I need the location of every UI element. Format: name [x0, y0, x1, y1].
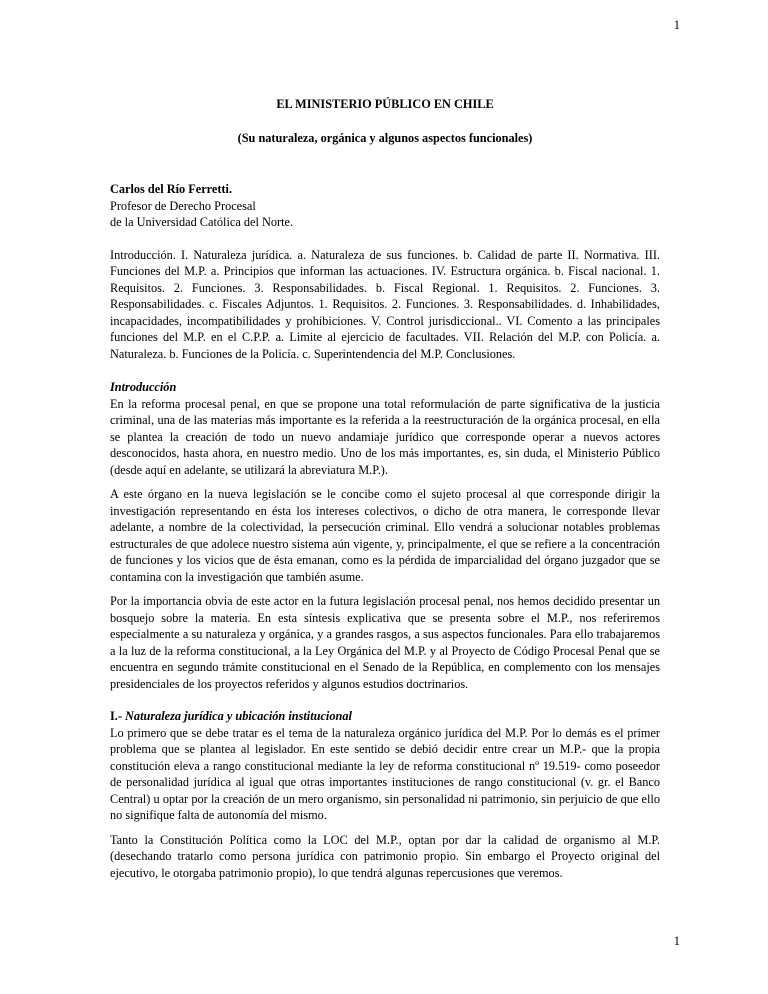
section-1-number: I.-	[110, 709, 122, 723]
document-title: EL MINISTERIO PÚBLICO EN CHILE	[276, 97, 494, 111]
document-subtitle: (Su naturaleza, orgánica y algunos aspectos funcionales)	[237, 130, 533, 145]
section-1-title: Naturaleza jurídica y ubicación institucional	[125, 709, 352, 723]
section-1-paragraph-1: Lo primero que se debe tratar es el tema de la naturaleza orgánico jurídica del M.P. Por lo demás es el primer problema que se plantea al legislador. En este sentido se debió decidir entre crear un M.P.- que la propia constitución eleva a rango constitucional mediante la ley de reforma constitucional nº 19.519- como poseedor de personalidad jurídica al igual que otras importantes instituciones de rango constitucional (v. gr. el Banco Central) u optar por la creación de un mero organismo, sin personalidad ni patrimonio, sin perjuicio de que ello no signifique falta de autonomía del mismo.	[110, 725, 660, 822]
section-1-paragraph-2: Tanto la Constitución Política como la LOC del M.P., optan por dar la calidad de organismo al M.P. (desechando tratarlo como persona jurídica con patrimonio propio. Sin embargo el Proyecto original del ejecutivo, le otorgaba patrimonio propio), lo que tendrá algunas repercusiones que veremos.	[110, 832, 660, 880]
intro-paragraph-2: A este órgano en la nueva legislación se le concibe como el sujeto procesal al que corresponde dirigir la investigación representando en ésta los intereses colectivos, o dicho de otra manera, le corresponde llevar adelante, a nombre de la colectividad, la persecución criminal. Ello vendrá a solucionar notables problemas estructurales de que adolece nuestro sistema aún vigente, y, principalmente, el que se refiere a la concentración de funciones y los vicios que de ésta emanan, como es la pérdida de imparcialidad del órgano juzgador que se contamina con la investigación que también asume.	[110, 487, 660, 584]
introduction-heading: Introducción	[110, 380, 177, 394]
intro-paragraph-3: Por la importancia obvia de este actor en la futura legislación procesal penal, nos hemos decidido presentar un bosquejo sobre la materia. En esta síntesis explicativa que se presenta sobre el M.P., nos referiremos especialmente a su naturaleza y orgánica, y a grandes rasgos, a sus aspectos funcionales. Para ello trabajaremos a la luz de la reforma constitucional, a la Ley Orgánica del M.P. y al Proyecto de Código Procesal Penal que se encuentra en segundo trámite constitucional en el Senado de la República, en complemento con los mensajes presidenciales de los proyectos referidos y algunos estudios doctrinarios.	[110, 594, 660, 691]
page-number-top: 1	[673, 18, 680, 32]
author-affiliation-line-2: de la Universidad Católica del Norte.	[110, 215, 294, 229]
table-of-contents: Introducción. I. Naturaleza jurídica. a. Naturaleza de sus funciones. b. Calidad de parte II. Normativa. III. Funciones del M.P. a. Principios que informan las actuaciones. IV. Estructura orgánica. b. Fiscal nacional. 1. Requisitos. 2. Funciones. 3. Responsabilidades. b. Fiscal Regional. 1. Requisitos. 2. Funciones. 3. Responsabilidades. c. Fiscales Adjuntos. 1. Requisitos. 2. Funciones. 3. Responsabilidades. d. Inhabilidades, incapacidades, incompatibilidades y prohibiciones. V. Control jurisdiccional.. VI. Comento a las principales funciones del M.P. en el C.P.P. a. Limite al ejercicio de facultades. VII. Relación del M.P. con Policía. a. Naturaleza. b. Funciones de la Policía. c. Superintendencia del M.P. Conclusiones.	[110, 247, 660, 361]
intro-paragraph-1: En la reforma procesal penal, en que se propone una total reformulación de parte significativa de la justicia criminal, una de las materias más importante es la referida a la reestructuración de la orgánica procesal, en ella se plantea la creación de todo un nuevo andamiaje jurídico que corresponde operar a nuevos actores desconocidos, hasta ahora, en nuestro medio. Uno de los más importantes, es, sin duda, el Ministerio Público (desde aquí en adelante, se utilizará la abreviatura M.P.).	[110, 396, 660, 477]
author-affiliation-line-1: Profesor de Derecho Procesal	[110, 198, 256, 213]
author-block	[110, 181, 660, 231]
document-body	[110, 96, 660, 889]
page-number-bottom: 1	[673, 934, 680, 948]
author-name: Carlos del Río Ferretti.	[110, 182, 233, 196]
section-1-heading	[110, 708, 660, 725]
